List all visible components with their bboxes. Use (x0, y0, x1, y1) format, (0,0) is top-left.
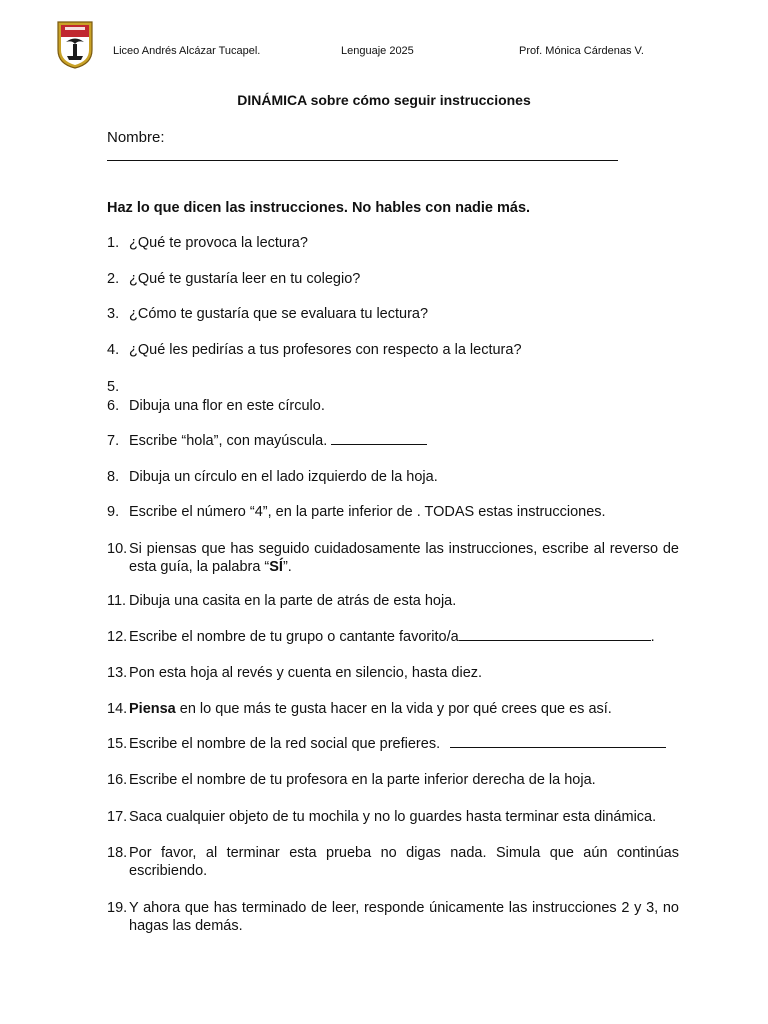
item-text: Dibuja una casita en la parte de atrás de esta hoja. (129, 593, 457, 609)
item-number: 16. (107, 772, 128, 788)
item-number: 19. (107, 900, 128, 916)
school-crest-icon (56, 20, 94, 70)
school-name: Liceo Andrés Alcázar Tucapel. (113, 45, 261, 57)
item-text: en lo que más te gusta hacer en la vida y por qué crees que es así. (175, 701, 612, 717)
name-field-label: Nombre: (107, 129, 165, 146)
list-item (107, 378, 679, 396)
list-item (107, 468, 679, 486)
item-number: 4. (107, 342, 120, 358)
item-text: ¿Qué te gustaría leer en tu colegio? (129, 271, 361, 287)
item-text: Dibuja un círculo en el lado izquierdo de la hoja. (129, 469, 438, 485)
item-text: ¿Cómo te gustaría que se evaluara tu lectura? (129, 306, 429, 322)
list-item (107, 270, 679, 288)
list-item (107, 735, 679, 753)
list-item (107, 234, 679, 252)
item-number: 9. (107, 504, 120, 520)
item-number: 17. (107, 809, 128, 825)
item-text: Saca cualquier objeto de tu mochila y no lo guardes hasta terminar esta dinámica. (129, 809, 657, 825)
item-text: Dibuja una flor en este círculo. (129, 398, 325, 414)
item-number: 18. (107, 845, 128, 861)
answer-blank[interactable] (450, 735, 666, 748)
list-item (107, 432, 679, 450)
answer-blank[interactable] (331, 432, 427, 445)
list-item (107, 808, 679, 826)
item-text-end: ”. (282, 559, 292, 575)
item-number: 2. (107, 271, 120, 287)
item-text: Pon esta hoja al revés y cuenta en silencio, hasta diez. (129, 665, 483, 681)
item-number: 3. (107, 306, 120, 322)
page-title: DINÁMICA sobre cómo seguir instrucciones (237, 92, 531, 108)
item-number: 11. (107, 593, 127, 609)
item-text: Escribe el número “4”, en la parte inferior de . TODAS estas instrucciones. (129, 504, 606, 520)
list-item (107, 664, 679, 682)
item-text: Y ahora que has terminado de leer, responde únicamente las instrucciones 2 y 3, no hagas las demás. (129, 900, 679, 934)
list-item (107, 397, 679, 415)
item-text (129, 378, 679, 396)
item-number: 7. (107, 433, 120, 449)
list-item (107, 341, 679, 359)
name-field-line[interactable] (107, 160, 618, 161)
list-item (107, 628, 679, 646)
list-item (107, 844, 679, 880)
item-number: 5. (107, 379, 120, 395)
list-item (107, 503, 679, 521)
item-number: 14. (107, 701, 128, 717)
item-number: 8. (107, 469, 120, 485)
list-item (107, 305, 679, 323)
item-number: 12. (107, 629, 128, 645)
list-item (107, 771, 679, 789)
item-text: Escribe “hola”, con mayúscula. (129, 433, 328, 449)
item-emphasis: Piensa (129, 701, 176, 717)
item-emphasis: SÍ (269, 559, 283, 575)
list-item (107, 700, 679, 718)
instructions-heading: Haz lo que dicen las instrucciones. No hables con nadie más. (107, 200, 531, 216)
item-text: ¿Qué les pedirías a tus profesores con respecto a la lectura? (129, 342, 522, 358)
list-item (107, 540, 679, 576)
item-text: Escribe el nombre de tu profesora en la parte inferior derecha de la hoja. (129, 772, 596, 788)
item-number: 13. (107, 665, 128, 681)
subject-label: Lenguaje 2025 (341, 45, 414, 57)
item-text: Por favor, al terminar esta prueba no digas nada. Simula que aún continúas escribiendo. (129, 845, 679, 879)
item-text: Escribe el nombre de tu grupo o cantante favorito/a (129, 629, 459, 645)
item-text: Si piensas que has seguido cuidadosamente las instrucciones, escribe al reverso de esta guía, la palabra “ (129, 541, 679, 575)
item-number: 6. (107, 398, 120, 414)
teacher-name: Prof. Mónica Cárdenas V. (519, 45, 644, 57)
item-number: 15. (107, 736, 128, 752)
item-text: ¿Qué te provoca la lectura? (129, 235, 308, 251)
item-text: Escribe el nombre de la red social que prefieres. (129, 736, 441, 752)
item-number: 1. (107, 235, 120, 251)
answer-blank[interactable] (459, 628, 651, 641)
list-item (107, 899, 679, 935)
list-item (107, 592, 679, 610)
item-number: 10. (107, 541, 128, 557)
item-text-end: . (650, 629, 655, 645)
